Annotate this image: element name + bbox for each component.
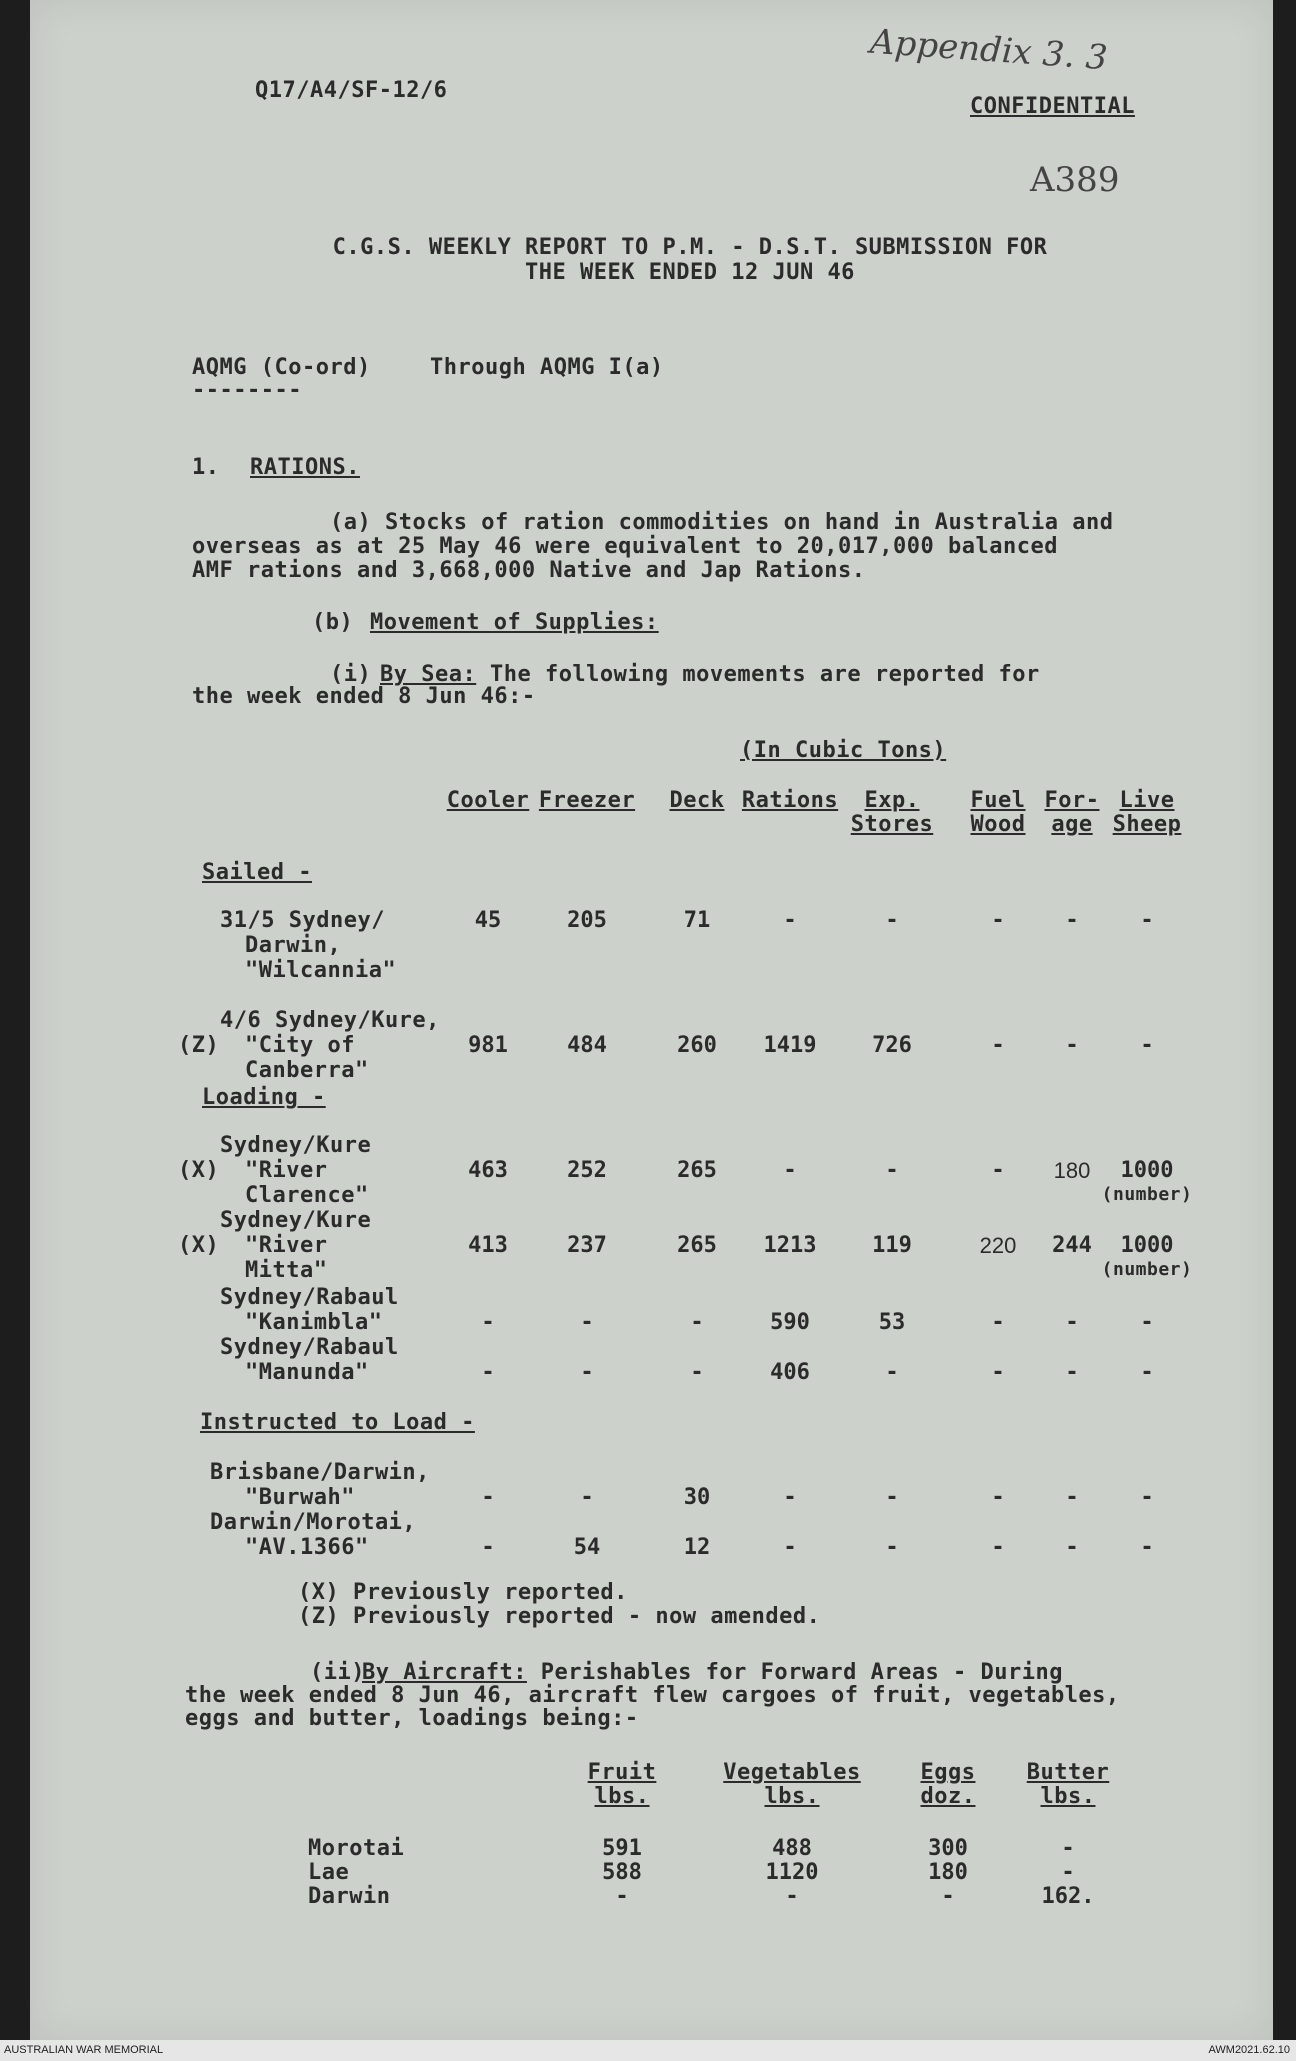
table-cell: - — [481, 1360, 495, 1385]
table-cell: - — [991, 1033, 1005, 1058]
document-page — [30, 0, 1273, 2040]
air-cell: - — [785, 1884, 799, 1909]
table-cell: - — [481, 1310, 495, 1335]
table-cell: 981 — [468, 1033, 508, 1058]
table-cell: - — [783, 1535, 797, 1560]
table-cell: - — [1065, 908, 1079, 933]
row-label: Brisbane/Darwin, — [210, 1460, 430, 1485]
air-row-place: Morotai — [308, 1836, 405, 1861]
file-reference: Q17/A4/SF-12/6 — [255, 78, 448, 103]
row-label: Sydney/Rabaul — [220, 1335, 399, 1360]
table-cell: 260 — [677, 1033, 717, 1058]
air-cell: 488 — [772, 1836, 812, 1861]
air-line3: eggs and butter, loadings being:- — [185, 1706, 639, 1731]
table-cell: 54 — [573, 1535, 601, 1560]
column-header: For- — [1044, 788, 1100, 813]
air-cell: 300 — [928, 1836, 968, 1861]
section-heading: RATIONS. — [250, 455, 360, 480]
air-cell: - — [1061, 1860, 1075, 1885]
row-label: 4/6 Sydney/Kure, — [220, 1008, 440, 1033]
row-label: "City of — [245, 1033, 355, 1058]
air-cell: 591 — [602, 1836, 642, 1861]
table-cell: 1000 — [1120, 1158, 1174, 1183]
row-label: Darwin/Morotai, — [210, 1510, 417, 1535]
sub-i-heading: By Sea: — [380, 662, 477, 687]
table-cell: 265 — [677, 1233, 717, 1258]
row-mark: (X) — [178, 1233, 220, 1258]
column-header-sub: Sheep — [1112, 812, 1182, 837]
air-label: (ii) — [310, 1660, 365, 1685]
table-cell: - — [580, 1485, 594, 1510]
air-text: Perishables for Forward Areas - During — [526, 1660, 1064, 1685]
air-column-unit: lbs. — [594, 1784, 650, 1809]
column-header: Live — [1119, 788, 1175, 813]
sub-i-text: The following movements are reported for — [476, 662, 1040, 687]
table-cell: - — [991, 1360, 1005, 1385]
row-mark: (Z) — [178, 1033, 220, 1058]
column-header-sub: age — [1051, 812, 1093, 837]
table-cell: - — [991, 1158, 1005, 1183]
para-b-heading: Movement of Supplies: — [370, 610, 659, 635]
table-cell: 265 — [677, 1158, 717, 1183]
air-cell: - — [615, 1884, 629, 1909]
table-cell: - — [885, 1485, 899, 1510]
row-label: Sydney/Kure — [220, 1133, 372, 1158]
table-cell: - — [580, 1310, 594, 1335]
table-cell: - — [1140, 1310, 1154, 1335]
footer-right: AWM2021.62.10 — [1208, 2044, 1290, 2056]
row-label: "Wilcannia" — [245, 958, 397, 983]
table-cell: 220 — [979, 1233, 1017, 1258]
table-cell: 45 — [474, 908, 502, 933]
table-cell: 53 — [878, 1310, 906, 1335]
air-cell: - — [1061, 1836, 1075, 1861]
table-cell: - — [783, 1485, 797, 1510]
row-label: Mitta" — [245, 1258, 328, 1283]
table-cell: - — [991, 1485, 1005, 1510]
para-a-line1: (a) Stocks of ration commodities on hand in Australia and — [330, 510, 1114, 535]
row-label: Canberra" — [245, 1058, 369, 1083]
table-cell: - — [991, 1310, 1005, 1335]
table-cell: - — [1140, 1360, 1154, 1385]
table-cell: 726 — [872, 1033, 912, 1058]
table-cell: 119 — [872, 1233, 912, 1258]
archive-footer — [0, 2040, 1296, 2061]
row-label: Darwin, — [245, 933, 342, 958]
row-label: "AV.1366" — [245, 1535, 369, 1560]
routing-through: Through AQMG I(a) — [430, 355, 664, 380]
row-note: (number) — [1101, 1184, 1193, 1205]
air-heading: By Aircraft: — [362, 1660, 527, 1685]
air-column-header: Eggs — [920, 1760, 976, 1785]
row-label: "Kanimbla" — [245, 1310, 383, 1335]
air-column-header: Butter — [1026, 1760, 1110, 1785]
row-mark: (X) — [178, 1158, 220, 1183]
air-cell: 162. — [1041, 1884, 1095, 1909]
air-column-unit: doz. — [920, 1784, 976, 1809]
row-label: "River — [245, 1233, 328, 1258]
table-cell: - — [885, 1535, 899, 1560]
table-cell: 12 — [683, 1535, 711, 1560]
group-sailed: Sailed - — [202, 860, 312, 885]
row-label: Sydney/Kure — [220, 1208, 372, 1233]
group-loading: Loading - — [202, 1085, 326, 1110]
table-cell: - — [1140, 1485, 1154, 1510]
group-instructed: Instructed to Load - — [200, 1410, 475, 1435]
table-cell: 71 — [683, 908, 711, 933]
row-label: "Burwah" — [245, 1485, 355, 1510]
table-cell: - — [481, 1535, 495, 1560]
column-header: Deck — [669, 788, 725, 813]
air-cell: - — [941, 1884, 955, 1909]
air-column-header: Fruit — [587, 1760, 657, 1785]
footnote-z: (Z) Previously reported - now amended. — [298, 1604, 821, 1629]
air-line2: the week ended 8 Jun 46, aircraft flew cargoes of fruit, vegetables, — [185, 1683, 1120, 1708]
column-header-sub: Wood — [970, 812, 1026, 837]
column-header: Cooler — [446, 788, 530, 813]
table-cell: - — [1140, 1535, 1154, 1560]
table-cell: 205 — [567, 908, 607, 933]
footer-left: AUSTRALIAN WAR MEMORIAL — [4, 2044, 164, 2056]
air-row-place: Darwin — [308, 1884, 391, 1909]
table-cell: - — [1065, 1485, 1079, 1510]
air-column-unit: lbs. — [764, 1784, 820, 1809]
para-b-label: (b) — [312, 610, 354, 635]
para-a-line3: AMF rations and 3,668,000 Native and Jap Rations. — [192, 558, 866, 583]
report-title-line2: THE WEEK ENDED 12 JUN 46 — [525, 260, 855, 285]
column-header: Exp. — [864, 788, 920, 813]
table-cell: 1213 — [763, 1233, 817, 1258]
footnote-x: (X) Previously reported. — [298, 1580, 628, 1605]
classification-label: CONFIDENTIAL — [970, 94, 1135, 119]
folio-number: A389 — [1030, 160, 1120, 200]
table-cell: - — [1065, 1535, 1079, 1560]
table-cell: - — [885, 1360, 899, 1385]
table-cell: 406 — [770, 1360, 810, 1385]
table-cell: - — [481, 1485, 495, 1510]
table-cell: - — [783, 908, 797, 933]
table-cell: 413 — [468, 1233, 508, 1258]
column-header-sub: Stores — [850, 812, 934, 837]
air-cell: 1120 — [765, 1860, 819, 1885]
table-cell: - — [690, 1360, 704, 1385]
table-cell: 1000 — [1120, 1233, 1174, 1258]
column-header: Freezer — [538, 788, 636, 813]
table-cell: - — [1140, 1033, 1154, 1058]
row-label: Clarence" — [245, 1183, 369, 1208]
table-cell: - — [1065, 1360, 1079, 1385]
row-label: 31/5 Sydney/ — [220, 908, 385, 933]
row-note: (number) — [1101, 1259, 1193, 1280]
column-header: Rations — [741, 788, 839, 813]
table-cell: 237 — [567, 1233, 607, 1258]
table-cell: 180 — [1053, 1158, 1091, 1183]
table-cell: - — [580, 1360, 594, 1385]
handwritten-note: Appendix 3. 3 — [868, 21, 1109, 79]
table-cell: 463 — [468, 1158, 508, 1183]
column-header: Fuel — [970, 788, 1026, 813]
table-cell: - — [1140, 908, 1154, 933]
table-cell: - — [1065, 1310, 1079, 1335]
table-cell: - — [783, 1158, 797, 1183]
table-cell: - — [991, 908, 1005, 933]
section-number: 1. — [192, 455, 220, 480]
routing-underline: -------- — [192, 378, 302, 403]
report-title-line1: C.G.S. WEEKLY REPORT TO P.M. - D.S.T. SUBMISSION FOR — [332, 235, 1048, 260]
table-cell: - — [690, 1310, 704, 1335]
row-label: Sydney/Rabaul — [220, 1285, 399, 1310]
row-label: "Manunda" — [245, 1360, 369, 1385]
air-row-place: Lae — [308, 1860, 350, 1885]
air-cell: 180 — [928, 1860, 968, 1885]
sub-i-label: (i) — [330, 662, 372, 687]
table-cell: - — [991, 1535, 1005, 1560]
table-cell: 252 — [567, 1158, 607, 1183]
row-label: "River — [245, 1158, 328, 1183]
air-column-header: Vegetables — [723, 1760, 861, 1785]
table-cell: 484 — [567, 1033, 607, 1058]
table-cell: 244 — [1052, 1233, 1092, 1258]
table-cell: 590 — [770, 1310, 810, 1335]
routing-to: AQMG (Co-ord) — [192, 355, 371, 380]
table-cell: 30 — [683, 1485, 711, 1510]
table-cell: - — [885, 1158, 899, 1183]
sub-i-line2: the week ended 8 Jun 46:- — [192, 684, 536, 709]
air-cell: 588 — [602, 1860, 642, 1885]
table-cell: 1419 — [763, 1033, 817, 1058]
table-cell: - — [1065, 1033, 1079, 1058]
air-column-unit: lbs. — [1040, 1784, 1096, 1809]
para-a-line2: overseas as at 25 May 46 were equivalent to 20,017,000 balanced — [192, 534, 1058, 559]
table-units: (In Cubic Tons) — [740, 738, 947, 763]
table-cell: - — [885, 908, 899, 933]
